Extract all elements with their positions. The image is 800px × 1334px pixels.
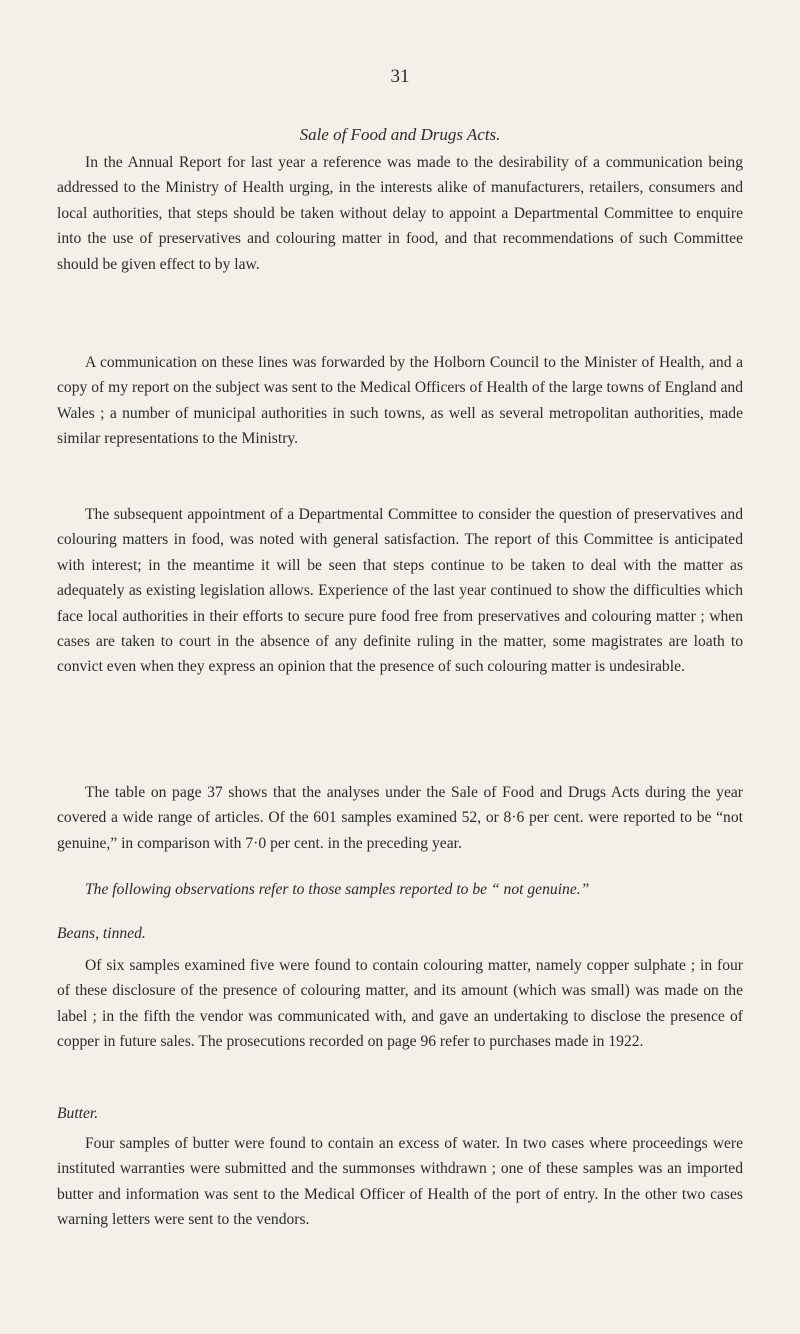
section-title: Sale of Food and Drugs Acts. <box>299 125 501 144</box>
paragraph <box>57 953 743 1055</box>
paragraph-text: A communication on these lines was forwarded by the Holborn Council to the Minister of Health, and a copy of my report on the subject was sent to the Medical Officers of Health of the large towns of England and Wales ; a number of municipal authorities in such towns, as well as several metropolitan authorities, made similar representations to the Ministry. <box>57 354 743 448</box>
observations-intro-text: The following observations refer to those samples reported to be “ not genuine.” <box>85 881 590 898</box>
paragraph-text: The table on page 37 shows that the analyses under the Sale of Food and Drugs Acts during the year covered a wide range of articles. Of the 601 samples examined 52, or 8·6 per cent. were reported to be “not genuine,” in comparison with 7·0 per cent. in the preceding year. <box>57 784 743 852</box>
paragraph <box>57 350 743 452</box>
paragraph <box>57 1131 743 1233</box>
subheading-beans: Beans, tinned. <box>57 925 146 942</box>
paragraph-text: Of six samples examined five were found to contain colouring matter, namely copper sulphate ; in four of these disclosure of the presence of colouring matter, and its amount (which was small) was made on the label ; in the fifth the vendor was communicated with, and gave an undertaking to disclose the presence of copper in future sales. The prosecutions recorded on page 96 refer to purchases made in 1922. <box>57 957 743 1051</box>
page-number: 31 <box>390 66 410 87</box>
paragraph-text: Four samples of butter were found to contain an excess of water. In two cases where proceedings were instituted warranties were submitted and the summonses withdrawn ; one of these samples was an imported butter and information was sent to the Medical Officer of Health of the port of entry. In the other two cases warning letters were sent to the vendors. <box>57 1135 743 1229</box>
paragraph <box>57 780 743 856</box>
observations-intro <box>57 881 743 899</box>
subheading-butter: Butter. <box>57 1105 99 1122</box>
paragraph-text: In the Annual Report for last year a reference was made to the desirability of a communication being addressed to the Ministry of Health urging, in the interests alike of manufacturers, retailers, consumers and local authorities, that steps should be taken without delay to appoint a Departmental Committee to enquire into the use of preservatives and colouring matter in food, and that recommendations of such Committee should be given effect to by law. <box>57 154 743 273</box>
paragraph-text: The subsequent appointment of a Departmental Committee to consider the question of preservatives and colouring matters in food, was noted with general satisfaction. The report of this Committee is anticipated with interest; in the meantime it will be seen that steps continue to be taken to deal with the matter as adequately as existing legislation allows. Experience of the last year continued to show the difficulties which face local authorities in their efforts to secure pure food free from preservatives and colouring matter ; when cases are taken to court in the absence of any definite ruling in the matter, some magistrates are loath to convict even when they express an opinion that the presence of such colouring matter is undesirable. <box>57 506 743 676</box>
paragraph <box>57 502 743 680</box>
paragraph <box>57 150 743 277</box>
